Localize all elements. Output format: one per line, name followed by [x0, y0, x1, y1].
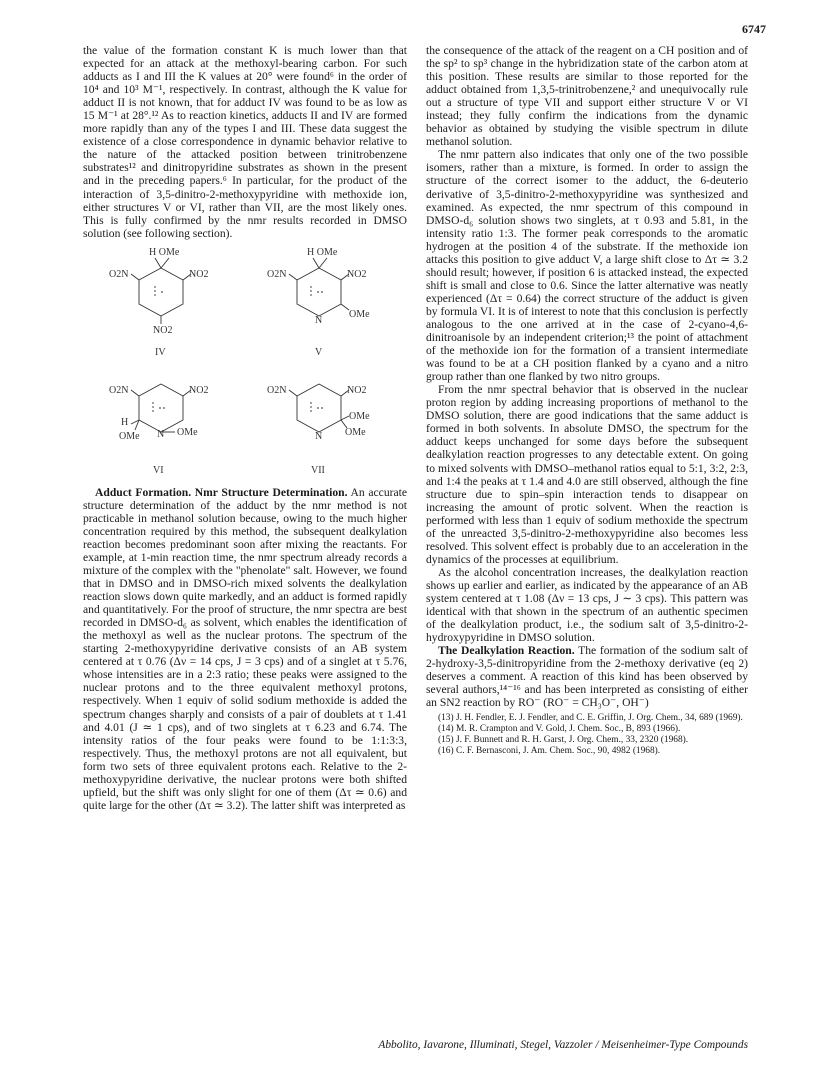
struct-iv-right: NO2	[189, 268, 209, 280]
struct-v-ring-n: N	[315, 314, 323, 326]
dealkylation-heading: The Dealkylation Reaction.	[438, 644, 575, 658]
left-column	[83, 44, 407, 812]
nmr-pattern-paragraph: The nmr pattern also indicates that only one of the two possible isomers, rather than a mixture, is formed. In order to assign the structure of the correct isomer to the adduct, the 6-deuterio derivative of 3,5-dinitro-2-methoxypyridine was synthesized and examined. As expected, the nmr spectrum of this compound in DMSO-d₆ solution shows two singlets, at τ 0.93 and 5.81, in the intensity ratio 1:3. The former peak corresponds to the aromatic hydrogen at the position 4 of the substrate. If the methoxide ion attacks this position to give adduct V, a large shift close to Δτ ≃ 3.2 should result; however, if position 6 is attacked instead, the expected shift is small and close to 0.6. Since the latter alternative was neatly experienced (Δτ = 0.64) the correct structure of the adduct is given by formula VI. It is of interest to note that this conclusion is perfectly analogous to the one arrived at in the case of 2-cyano-4,6-dinitroanisole by an independent criterion;¹³ the point of attachment of the methoxide ion for the formation of a transient intermediate was found to be at a CH position flanked by a cyano and a nitro group rather than one flanked by two nitro groups.	[426, 148, 748, 384]
spectral-behavior-paragraph: From the nmr spectral behavior that is observed in the nuclear proton region by adding increasing proportions of methanol to the DMSO solution, there are good indications that the same adduct is formed in both solvents. In absolute DMSO, the spectrum for the adduct keeps unchanged for some days before the subsequent dealkylation reaction progresses to any detectable extent. On going to mixed solvents with DMSO–methanol ratios equal to 5:1, 3:2, 2:3, and 1:4 the peaks at τ 1.4 and 4.0 are still observed, although the fine structure due to spin–spin interaction tends to disappear on increasing the amount of protic solvent. When the reaction is performed with less than 1 equiv of sodium methoxide the spectrum of the unreacted 3,5-dinitro-2-methoxypyridine also becomes less resolved. This solvent effect is probably due to an acceleration in the dynamics of the processes at equilibrium.	[426, 383, 748, 566]
struct-iv-label: IV	[155, 346, 166, 358]
alcohol-paragraph: As the alcohol concentration increases, the dealkylation reaction shows up earlier and earlier, as indicated by the appearance of an AB system centered at τ 1.08 (Δν = 13 cps, J ∼ 3 cps). This pattern was identical with that shown in the spectrum of an authentic specimen of the dealkylation product, i.e., the sodium salt of 3,5-dinitro-2-hydroxypyridine in DMSO solution.	[426, 565, 748, 645]
struct-v-sub: OMe	[349, 308, 370, 320]
struct-vii-ome2: OMe	[345, 426, 366, 438]
struct-v-right: NO2	[347, 268, 367, 280]
intro-paragraph: the value of the formation constant K is much lower than that expected for an attack at the methoxyl-bearing carbon. For such adducts as I and III the K values at 20° were found⁶ in the order of 10⁴ and 10³ M⁻¹, respectively. In contrast, although the K value for adduct II is not known, that for adduct IV was found to be as low as 15 M⁻¹ at 28°.¹² As to reaction kinetics, adducts II and IV are formed more rapidly than any of the types I and III. These data suggest the existence of a close correspondence in dynamic behavior relative to the nature of the attacked position between trinitrobenzene substrates¹² and dinitropyridine substrates as shown in the present and in the preceding papers.⁶ In particular, for the product of the interaction of 3,5-dinitro-2-methoxypyridine with methoxide ion, either structures V or VI, rather than VII, are the most likely ones. This is fully confirmed by the nmr results recorded in DMSO solution (see following section).	[83, 44, 407, 240]
struct-v-label: V	[315, 346, 323, 358]
running-footer: Abbolito, Iavarone, Illuminati, Stegel, Vazzoler / Meisenheimer-Type Compounds	[378, 1039, 748, 1051]
struct-vii-left: O2N	[267, 384, 287, 396]
dealkylation-text: The formation of the sodium salt of 2-hydroxy-3,5-dinitropyridine from the 2-methoxy derivative (eq 2) deserves a comment. A reaction of this kind has been observed by several authors,¹⁴⁻¹⁶ and has been interpreted as consisting of either an SN2 reaction by RO⁻ (RO⁻ = CH₃O⁻, OH⁻)	[426, 644, 748, 710]
adduct-heading: Adduct Formation. Nmr Structure Determination.	[95, 485, 348, 499]
structures-figure	[83, 246, 407, 482]
dealkylation-paragraph	[426, 644, 748, 709]
struct-vi-ring-n: N	[157, 428, 165, 440]
struct-vii-label: VII	[311, 464, 325, 476]
reference-item: (16) C. F. Bernasconi, J. Am. Chem. Soc., 90, 4982 (1968).	[438, 745, 661, 756]
struct-vi-left: O2N	[109, 384, 129, 396]
struct-vi-label: VI	[153, 464, 164, 476]
struct-vi-right: NO2	[189, 384, 209, 396]
struct-iv-left: O2N	[109, 268, 129, 280]
struct-v-left: O2N	[267, 268, 287, 280]
struct-iv-top: H OMe	[149, 246, 180, 258]
struct-vii-right: NO2	[347, 384, 367, 396]
struct-v-top: H OMe	[307, 246, 338, 258]
reference-item: (15) J. F. Bunnett and R. H. Garst, J. Org. Chem., 33, 2320 (1968).	[438, 734, 689, 745]
struct-vi-ome2: OMe	[177, 426, 198, 438]
struct-iv-bottom: NO2	[153, 324, 173, 336]
reference-item: (14) M. R. Crampton and V. Gold, J. Chem. Soc., B, 893 (1966).	[438, 724, 681, 735]
page-number: 6747	[742, 22, 766, 36]
adduct-paragraph	[83, 486, 407, 812]
adduct-text: An accurate structure determination of the adduct by the nmr method is not practicable in methanol solution because, owing to the much higher concentration required by this method, the subsequent dealkylation reaction becomes predominant soon after mixing the reactants. For example, at 1-min reaction time, the nmr spectrum already records a mixture of the complex with the "phenolate" salt. However, we found that in DMSO and in DMSO-rich mixed solvents the dealkylation reaction slows down quite markedly, and an adduct is formed rapidly and quantitatively. For the proof of structure, the nmr spectra are best recorded in DMSO-d₆ as solvent, which enables the identification of the methoxyl as well as the nuclear protons. The spectrum of the starting 2-methoxypyridine derivative consists of an AB system centered at τ 0.76 (Δν = 14 cps, J = 3 cps) and of a singlet at τ 5.76, whose intensities are in a 2:3 ratio; these peaks were assigned to the nuclear protons and to the three equivalent methoxyl protons, respectively. When 1 equiv of solid sodium methoxide is added the spectrum changes sharply and consists of a pair of doublets at τ 1.41 and 4.01 (J ≃ 1 cps), and of two singlets at τ 6.23 and 6.74. The intensity ratios of the four peaks were found to be 1:1:3:3, respectively. Thus, the methoxyl protons are not all equivalent, but form two sets of three equivalent protons each. Relative to the 2-methoxypyridine derivative, the nuclear protons were both shifted upfield, but the shift was only slight for one of them (Δτ ≃ 0.6) and quite large for the other (Δτ ≃ 3.2). The latter shift was interpreted as	[83, 485, 407, 812]
structures-drawing	[83, 246, 407, 482]
struct-vi-h: H	[121, 416, 129, 428]
continuation-paragraph: the consequence of the attack of the reagent on a CH position and of the sp² to sp³ change in the hybridization state of the carbon atom at this position. These results are similar to those reported for the adduct obtained from 1,3,5-trinitrobenzene,² and unequivocally rule out a structure of type VII and support either structure V or VI instead; they fully confirm the indications from the dynamic behavior as obtained by studying the visible spectrum in dilute methanol solution.	[426, 44, 748, 149]
struct-vi-ome1: OMe	[119, 430, 140, 442]
references	[426, 713, 748, 756]
reference-item: (13) J. H. Fendler, E. J. Fendler, and C. E. Griffin, J. Org. Chem., 34, 689 (1969).	[438, 713, 743, 724]
right-column	[426, 44, 748, 757]
struct-vii-ring-n: N	[315, 430, 323, 442]
struct-vii-ome1: OMe	[349, 410, 370, 422]
